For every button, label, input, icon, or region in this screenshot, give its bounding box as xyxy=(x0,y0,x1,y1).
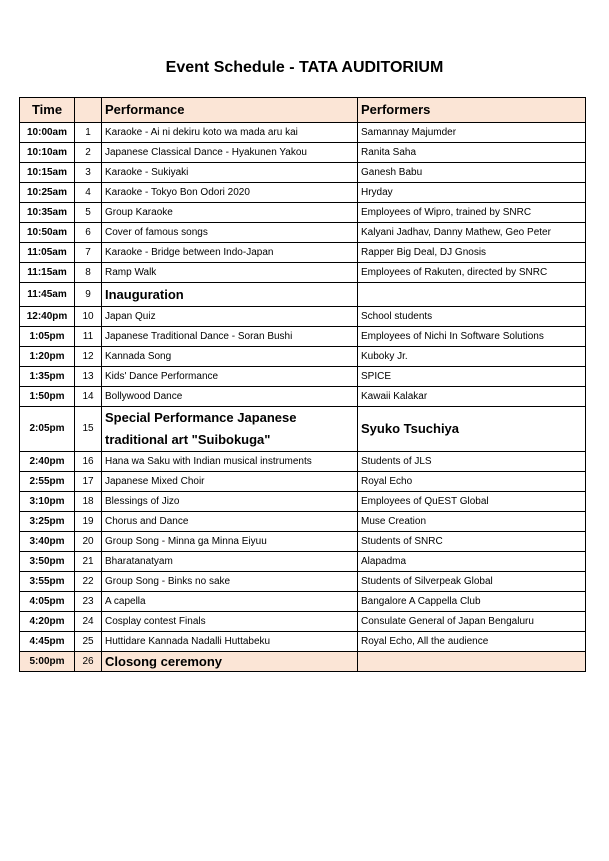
time-cell: 4:20pm xyxy=(20,612,75,632)
performance-cell: Japanese Mixed Choir xyxy=(102,472,358,492)
number-cell: 24 xyxy=(75,612,102,632)
number-cell: 19 xyxy=(75,512,102,532)
time-cell: 1:05pm xyxy=(20,327,75,347)
performers-cell: Samannay Majumder xyxy=(358,123,586,143)
performers-cell: Employees of QuEST Global xyxy=(358,492,586,512)
number-cell: 10 xyxy=(75,307,102,327)
performers-cell: Royal Echo xyxy=(358,472,586,492)
time-cell: 3:55pm xyxy=(20,572,75,592)
time-cell: 1:35pm xyxy=(20,367,75,387)
table-row xyxy=(20,407,586,452)
number-cell: 20 xyxy=(75,532,102,552)
table-row xyxy=(20,307,586,327)
performance-cell: Karaoke - Tokyo Bon Odori 2020 xyxy=(102,183,358,203)
time-cell: 3:25pm xyxy=(20,512,75,532)
number-cell: 26 xyxy=(75,652,102,672)
table-row xyxy=(20,283,586,307)
performers-cell: Bangalore A Cappella Club xyxy=(358,592,586,612)
header-number xyxy=(75,98,102,123)
table-row xyxy=(20,632,586,652)
time-cell: 1:50pm xyxy=(20,387,75,407)
performance-cell: Bharatanatyam xyxy=(102,552,358,572)
header-performance: Performance xyxy=(102,98,358,123)
number-cell: 3 xyxy=(75,163,102,183)
performers-cell: Kawaii Kalakar xyxy=(358,387,586,407)
performers-cell: Muse Creation xyxy=(358,512,586,532)
table-header-row xyxy=(20,98,586,123)
performance-cell: Special Performance Japanese traditional art "Suibokuga" xyxy=(102,407,358,452)
number-cell: 4 xyxy=(75,183,102,203)
performers-cell: School students xyxy=(358,307,586,327)
time-cell: 10:50am xyxy=(20,223,75,243)
table-row xyxy=(20,652,586,672)
number-cell: 5 xyxy=(75,203,102,223)
performance-cell: Inauguration xyxy=(102,283,358,307)
performers-cell xyxy=(358,652,586,672)
performance-cell: Cosplay contest Finals xyxy=(102,612,358,632)
table-row xyxy=(20,512,586,532)
performers-cell: Kuboky Jr. xyxy=(358,347,586,367)
performers-cell: Syuko Tsuchiya xyxy=(358,407,586,452)
performance-cell: Japan Quiz xyxy=(102,307,358,327)
performers-cell: Students of SNRC xyxy=(358,532,586,552)
table-row xyxy=(20,203,586,223)
number-cell: 18 xyxy=(75,492,102,512)
performance-cell: Japanese Traditional Dance - Soran Bushi xyxy=(102,327,358,347)
table-row xyxy=(20,223,586,243)
time-cell: 5:00pm xyxy=(20,652,75,672)
time-cell: 4:45pm xyxy=(20,632,75,652)
time-cell: 2:40pm xyxy=(20,452,75,472)
performance-cell: Group Song - Minna ga Minna Eiyuu xyxy=(102,532,358,552)
performance-cell: Closong ceremony xyxy=(102,652,358,672)
performers-cell: Employees of Nichi In Software Solutions xyxy=(358,327,586,347)
performance-cell: Karaoke - Ai ni dekiru koto wa mada aru kai xyxy=(102,123,358,143)
performance-cell: Karaoke - Sukiyaki xyxy=(102,163,358,183)
table-row xyxy=(20,123,586,143)
table-row xyxy=(20,243,586,263)
number-cell: 21 xyxy=(75,552,102,572)
schedule-table xyxy=(19,97,586,672)
performers-cell: Ganesh Babu xyxy=(358,163,586,183)
table-row xyxy=(20,367,586,387)
performance-cell: A capella xyxy=(102,592,358,612)
number-cell: 11 xyxy=(75,327,102,347)
performance-cell: Bollywood Dance xyxy=(102,387,358,407)
performers-cell: Hryday xyxy=(358,183,586,203)
table-row xyxy=(20,163,586,183)
table-row xyxy=(20,263,586,283)
time-cell: 10:25am xyxy=(20,183,75,203)
time-cell: 3:50pm xyxy=(20,552,75,572)
time-cell: 2:55pm xyxy=(20,472,75,492)
number-cell: 9 xyxy=(75,283,102,307)
number-cell: 25 xyxy=(75,632,102,652)
time-cell: 3:40pm xyxy=(20,532,75,552)
page-title: Event Schedule - TATA AUDITORIUM xyxy=(165,59,444,76)
time-cell: 10:00am xyxy=(20,123,75,143)
time-cell: 11:15am xyxy=(20,263,75,283)
table-row xyxy=(20,472,586,492)
performers-cell: Students of Silverpeak Global xyxy=(358,572,586,592)
number-cell: 23 xyxy=(75,592,102,612)
performance-cell: Ramp Walk xyxy=(102,263,358,283)
table-row xyxy=(20,347,586,367)
performance-cell: Hana wa Saku with Indian musical instruments xyxy=(102,452,358,472)
number-cell: 1 xyxy=(75,123,102,143)
number-cell: 22 xyxy=(75,572,102,592)
time-cell: 4:05pm xyxy=(20,592,75,612)
number-cell: 8 xyxy=(75,263,102,283)
time-cell: 10:35am xyxy=(20,203,75,223)
performers-cell: Royal Echo, All the audience xyxy=(358,632,586,652)
time-cell: 1:20pm xyxy=(20,347,75,367)
number-cell: 6 xyxy=(75,223,102,243)
number-cell: 2 xyxy=(75,143,102,163)
number-cell: 13 xyxy=(75,367,102,387)
header-time: Time xyxy=(20,98,75,123)
number-cell: 14 xyxy=(75,387,102,407)
performers-cell: SPICE xyxy=(358,367,586,387)
performers-cell: Employees of Wipro, trained by SNRC xyxy=(358,203,586,223)
performers-cell: Students of JLS xyxy=(358,452,586,472)
performance-cell: Karaoke - Bridge between Indo-Japan xyxy=(102,243,358,263)
table-row xyxy=(20,327,586,347)
time-cell: 10:10am xyxy=(20,143,75,163)
time-cell: 12:40pm xyxy=(20,307,75,327)
time-cell: 3:10pm xyxy=(20,492,75,512)
table-row xyxy=(20,592,586,612)
time-cell: 2:05pm xyxy=(20,407,75,452)
table-row xyxy=(20,532,586,552)
performance-cell: Group Karaoke xyxy=(102,203,358,223)
performers-cell xyxy=(358,283,586,307)
time-cell: 11:05am xyxy=(20,243,75,263)
performance-cell: Kids' Dance Performance xyxy=(102,367,358,387)
performance-cell: Chorus and Dance xyxy=(102,512,358,532)
number-cell: 16 xyxy=(75,452,102,472)
performance-cell: Group Song - Binks no sake xyxy=(102,572,358,592)
table-row xyxy=(20,612,586,632)
table-row xyxy=(20,452,586,472)
table-row xyxy=(20,387,586,407)
performance-cell: Japanese Classical Dance - Hyakunen Yakou xyxy=(102,143,358,163)
table-row xyxy=(20,492,586,512)
performance-cell: Cover of famous songs xyxy=(102,223,358,243)
performers-cell: Ranita Saha xyxy=(358,143,586,163)
performance-cell: Blessings of Jizo xyxy=(102,492,358,512)
performers-cell: Consulate General of Japan Bengaluru xyxy=(358,612,586,632)
header-performers: Performers xyxy=(358,98,586,123)
performers-cell: Employees of Rakuten, directed by SNRC xyxy=(358,263,586,283)
performance-cell: Huttidare Kannada Nadalli Huttabeku xyxy=(102,632,358,652)
table-row xyxy=(20,552,586,572)
table-row xyxy=(20,143,586,163)
table-row xyxy=(20,183,586,203)
performers-cell: Alapadma xyxy=(358,552,586,572)
table-row xyxy=(20,572,586,592)
performance-cell: Kannada Song xyxy=(102,347,358,367)
time-cell: 10:15am xyxy=(20,163,75,183)
number-cell: 12 xyxy=(75,347,102,367)
number-cell: 7 xyxy=(75,243,102,263)
number-cell: 17 xyxy=(75,472,102,492)
performers-cell: Kalyani Jadhav, Danny Mathew, Geo Peter xyxy=(358,223,586,243)
number-cell: 15 xyxy=(75,407,102,452)
time-cell: 11:45am xyxy=(20,283,75,307)
performers-cell: Rapper Big Deal, DJ Gnosis xyxy=(358,243,586,263)
